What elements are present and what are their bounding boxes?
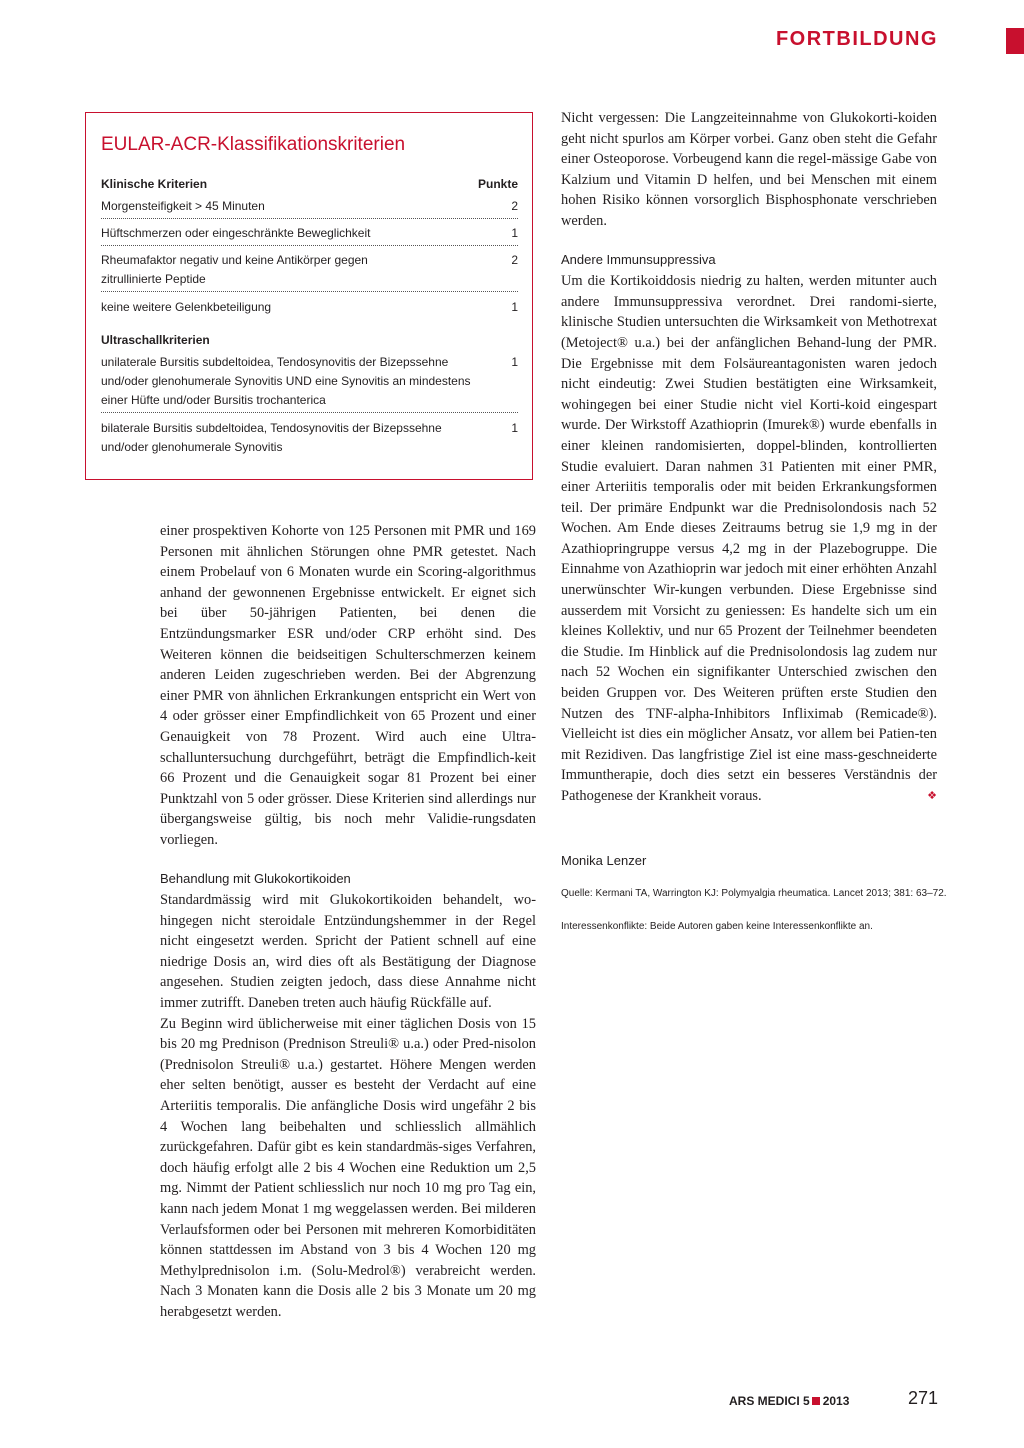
criteria-points: 1 [511,300,518,314]
page-number: 271 [908,1388,939,1408]
paragraph: Nicht vergessen: Die Langzeiteinnahme von Glukokorti-koiden geht nicht spurlos am Körper vorbei. Ganz oben steht die Gefahr einer Osteoporose. Vorbeugend kann die regel-mässige Gabe von Kalzium und Vitamin D helfen, und bei Menschen mit einem hohen Risiko können vorsorglich Bisphosphonate verschrieben werden. [561,110,937,229]
paragraph [561,271,937,806]
paragraph: einer prospektiven Kohorte von 125 Personen mit PMR und 169 Personen mit ähnlichen Störungen ohne PMR getestet. Nach einem Probelauf von 6 Monaten wurde ein Scoring-algorithmus anhand der gewonnenen Ergebnisse entwickelt. Er eignet sich bei über 50-jährigen Patienten, bei denen die Entzündungsmarker ESR und/oder CRP erhöht sind. Des Weiteren können die beidseitigen Schulterschmerzen keinem anderen Leiden zugeschrieben werden. Bei der Abgrenzung einer PMR von ähnlichen Erkrankungen entspricht ein Wert von 4 oder grösser einer Empfindlichkeit von 65 Prozent und einer Genauigkeit von 78 Prozent. Wird auch eine Ultra-schalluntersuchung durchgeführt, beträgt die Empfindlich-keit 66 Prozent und die Genauigkeit sogar 81 Prozent bei einer Punktzahl von 5 oder grösser. Diese Kriterien sind allerdings nur übergangsweise gültig, bis noch mehr Validie-rungsdaten vorliegen. [160,523,536,848]
criteria-points: 2 [511,199,518,213]
box-table-header [101,177,518,191]
box-title: EULAR-ACR-Klassifikationskriterien [101,134,406,155]
journal-name: ARS MEDICI 5 [729,1394,810,1408]
criteria-text: Morgensteifigkeit > 45 Minuten [101,199,265,213]
criteria-points: 2 [511,253,518,267]
criteria-row [101,224,518,243]
left-column [160,521,536,1323]
section-label: FORTBILDUNG [775,28,938,50]
paragraph: Zu Beginn wird üblicherweise mit einer täglichen Dosis von 15 bis 20 mg Prednison (Prednison Streuli® u.a.) oder Pred-nisolon (Prednisolon Streuli® u.a.) gestartet. Höhere Mengen werden eher selten benötigt, ausser es besteht der Verdacht auf eine Arteriitis temporalis. Die anfängliche Dosis wird ungefähr 2 bis 4 Wochen lang beibehalten und schliesslich allmählich zurückgefahren. Dafür gibt es kein standardmäs-siges Verfahren, doch häufig erfolgt alle 2 bis 4 Wochen eine Reduktion um 2,5 mg. Nimmt der Patient schliesslich nur noch 10 mg pro Tag ein, kann nach jedem Monat 1 mg weggelassen werden. Bei milderen Verlaufsformen oder bei Personen mit mehreren Komorbiditäten können stattdessen im Abstand von 3 bis 4 Wochen 120 mg Methylprednisolon i.m. (Solu-Medrol®) verabreicht werden. Nach 3 Monaten kann die Dosis alle 2 bis 3 Monate um 20 mg herabgesetzt werden. [160,1015,536,1320]
footer-square-icon [812,1397,820,1405]
criteria-text: Rheumafaktor negativ und keine Antikörper gegen zitrullinierte Peptide [101,253,368,286]
journal-year: 2013 [822,1394,850,1408]
author-name: Monika Lenzer [561,853,647,868]
row-divider [101,291,518,292]
paragraph: Standardmässig wird mit Glukokortikoiden behandelt, wo-hingegen nicht steroidale Entzündungshemmer in der Regel nicht eingesetzt werden. Spricht der Patient schnell auf eine niedrige Dosis an, wird dies oft als Bestätigung der Diagnose angesehen. Studien zeigten jedoch, dass diese Annahme nicht immer zutrifft. Daneben treten auch häufig Rückfälle auf. [160,892,536,1012]
criteria-text: unilaterale Bursitis subdeltoidea, Tendosynovitis der Bizepssehne und/oder glenohumerale Synovitis UND eine Synovitis an mindestens einer Hüfte und/oder Bursitis trochanterica [101,355,471,407]
criteria-row [101,298,518,317]
end-of-article-icon: ❖ [927,789,937,802]
criteria-text: Hüftschmerzen oder eingeschränkte Beweglichkeit [101,226,371,240]
criteria-text: bilaterale Bursitis subdeltoidea, Tendosynovitis der Bizepssehne und/oder glenohumerale Synovitis [101,421,442,454]
criteria-row [101,251,518,289]
paragraph-text: Um die Kortikoiddosis niedrig zu halten, werden mitunter auch andere Immunsuppressiva verordnet. Drei randomi-sierte, klinische Studien untersuchten die Wirksamkeit von Methotrexat (Metoject® u.a.) bei der anfänglichen Behand-lung der PMR. Die Ergebnisse mit dem Folsäureantagonisten waren jedoch nicht eindeutig: Zwei Studien bestätigten eine Wirksamkeit, wohingegen bei einer Studie nicht viel Korti-koid eingespart wurde. Der Wirkstoff Azathioprin (Imurek®) wurde ebenfalls in einer kleinen randomisierten, doppel-blinden, kontrollierten Studie evaluiert. Daran nahmen 31 Patienten mit einer PMR, einer Arteriitis temporalis oder mit beiden Erkrankungsformen teil. Der primäre Endpunkt war die Prednisolondosis nach 52 Wochen. Am Ende dieses Zeitraums betrug sie 1,9 mg in der Azathiopringruppe versus 4,2 mg in der Plazebogruppe. Die Einnahme von Azathioprin war jedoch mit einer erhöhten Anzahl unerwünschter Wir-kungen verbunden. Diese Ergebnisse sind ausserdem mit Vorsicht zu geniessen: Es handelte sich um ein kleines Kollektiv, und nur 65 Prozent der Teilnehmer beendeten die Studie. Im Hinblick auf die Prednisolondosis lag zudem nur nach 52 Wochen ein signifikanter Unterschied zwischen den beiden Gruppen vor. Des Weiteren prüften erste Studien den Nutzen des TNF-alpha-Inhibitors Infliximab (Remicade®). Vielleicht ist dies ein möglicher Ansatz, vor allem bei Patien-ten mit Rezidiven. Das langfristige Ziel ist eine mass-geschneiderte Immuntherapie, doch dies setzt ein besseres Verständnis der Pathogenese der Krankheit voraus. [561,273,937,804]
section-heading: Behandlung mit Glukokortikoiden [160,870,351,886]
criteria-points: 1 [511,226,518,240]
section-marker [1006,28,1024,54]
right-column [561,108,937,807]
criteria-row [101,353,518,410]
row-divider [101,245,518,246]
criteria-points: 1 [511,421,518,435]
row-divider [101,218,518,219]
criteria-box [85,112,533,480]
criteria-text: keine weitere Gelenkbeteiligung [101,300,272,314]
row-divider [101,412,518,413]
journal-footer [729,1394,849,1408]
ultrasound-heading: Ultraschallkriterien [101,333,210,347]
criteria-points: 1 [511,355,518,369]
section-heading: Andere Immunsuppressiva [561,251,716,267]
criteria-row [101,419,518,457]
criteria-row [101,197,518,216]
source-note: Quelle: Kermani TA, Warrington KJ: Polymyalgia rheumatica. Lancet 2013; 381: 63–72. [561,888,947,899]
conflicts-note: Interessenkonflikte: Beide Autoren gaben keine Interessenkonflikte an. [561,921,873,932]
criteria-column-header: Klinische Kriterien [101,177,208,191]
points-column-header: Punkte [477,177,518,191]
